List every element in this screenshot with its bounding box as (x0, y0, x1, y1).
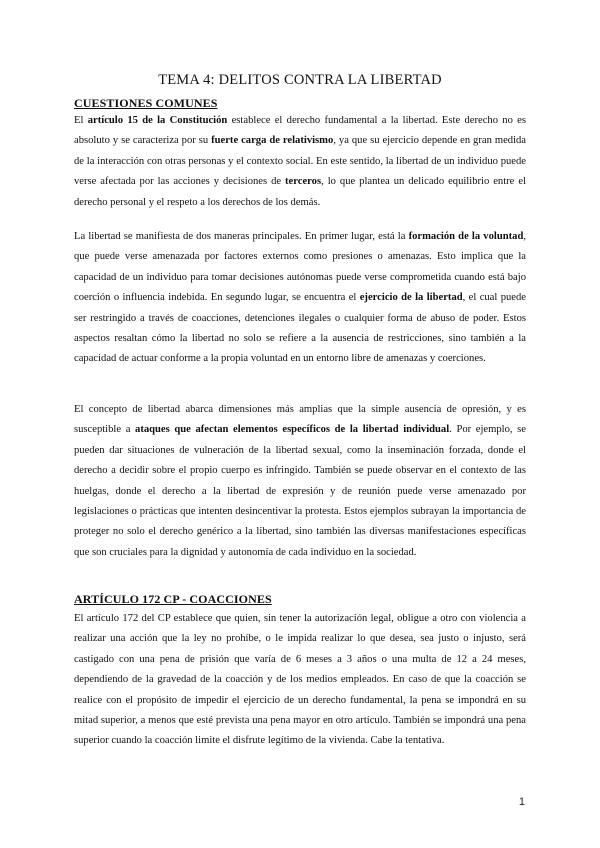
bold-text-run: fuerte carga de relativismo (211, 135, 334, 147)
text-run: , ya que su ejercicio depende en gran medida de la interacción con otras personas y el contexto social. En este sentido, la libertad de un individuo puede verse afectada por las acciones y decisiones de (74, 135, 527, 188)
bold-text-run: formación de la voluntad (408, 231, 524, 242)
paragraph-manifestaciones-libertad (74, 227, 526, 370)
section-heading-articulo-172: ARTÍCULO 172 CP - COACCIONES (74, 592, 272, 606)
text-run: , lo que plantea un delicado equilibrio entre el derecho personal y el respeto a los derechos de los demás. (74, 176, 526, 208)
bold-text-run: ejercicio de la libertad (359, 292, 463, 304)
paragraph-articulo-15 (74, 111, 526, 213)
bold-text-run: ataques que afectan elementos específicos de la libertad individual (135, 424, 450, 436)
text-run: El (74, 115, 88, 126)
page-number: 1 (518, 796, 525, 808)
text-run: , el cual puede ser restringido a través de coacciones, detenciones ilegales o cualquier forma de abuso de poder. Estos aspectos resaltan cómo la libertad no solo se refiere a la ausencia de restricciones, sino también a la capacidad de actuar conforme a la propia voluntad en un entorno libre de amenazas y coerciones. (74, 292, 527, 365)
paragraph-concepto-libertad (74, 400, 526, 563)
bold-text-run: artículo 15 de la Constitución (87, 115, 228, 126)
paragraph-articulo-172 (74, 609, 526, 752)
text-run: . Por ejemplo, se pueden dar situaciones de vulneración de la libertad sexual, como la inseminación forzada, donde el derecho a decidir sobre el propio cuerpo es infringido. También se puede observar en el contexto de las huelgas, donde el derecho a la libertad de expresión y de reunión puede verse amenazado por legislaciones o prácticas que intenten desincentivar la protesta. Estos ejemplos subrayan la importancia de proteger no solo el derecho genérico a la libertad, sino también las diversas manifestaciones específicas que son cruciales para la dignidad y autonomía de cada individuo en la sociedad. (74, 424, 526, 558)
text-run: El artículo 172 del CP establece que quien, sin tener la autorización legal, obligue a otro con violencia a realizar una acción que la ley no prohíbe, o le impida realizar lo que desea, sea justo o injusto, será castigado con una pena de prisión que varía de 6 meses a 3 años o una multa de 12 a 24 meses, dependiendo de la gravedad de la coacción y de los medios empleados. En caso de que la coacción se realice con el propósito de impedir el ejercicio de un derecho fundamental, la pena se impondrá en su mitad superior, a menos que esté prevista una pena mayor en otro artículo. También se impondrá una pena superior cuando la coacción limite el disfrute legítimo de la vivienda. Cabe la tentativa. (74, 613, 526, 747)
text-run: establece el derecho fundamental a la libertad. Este derecho no es absoluto y se caracteriza por su (74, 115, 526, 147)
text-run: , que puede verse amenazada por factores externos como presiones o amenazas. Esto implica que la capacidad de un individuo para tomar decisiones autónomas puede verse comprometida cuando está bajo coerción o influencia indebida. En segundo lugar, se encuentra el (74, 231, 526, 304)
section-heading-cuestiones-comunes: CUESTIONES COMUNES (74, 96, 218, 110)
text-run: El concepto de libertad abarca dimensiones más amplias que la simple ausencia de opresión, y es susceptible a (74, 404, 526, 436)
text-run: La libertad se manifiesta de dos maneras principales. En primer lugar, está la (74, 231, 409, 242)
bold-text-run: terceros (285, 176, 322, 188)
document-title: TEMA 4: DELITOS CONTRA LA LIBERTAD (158, 72, 442, 88)
